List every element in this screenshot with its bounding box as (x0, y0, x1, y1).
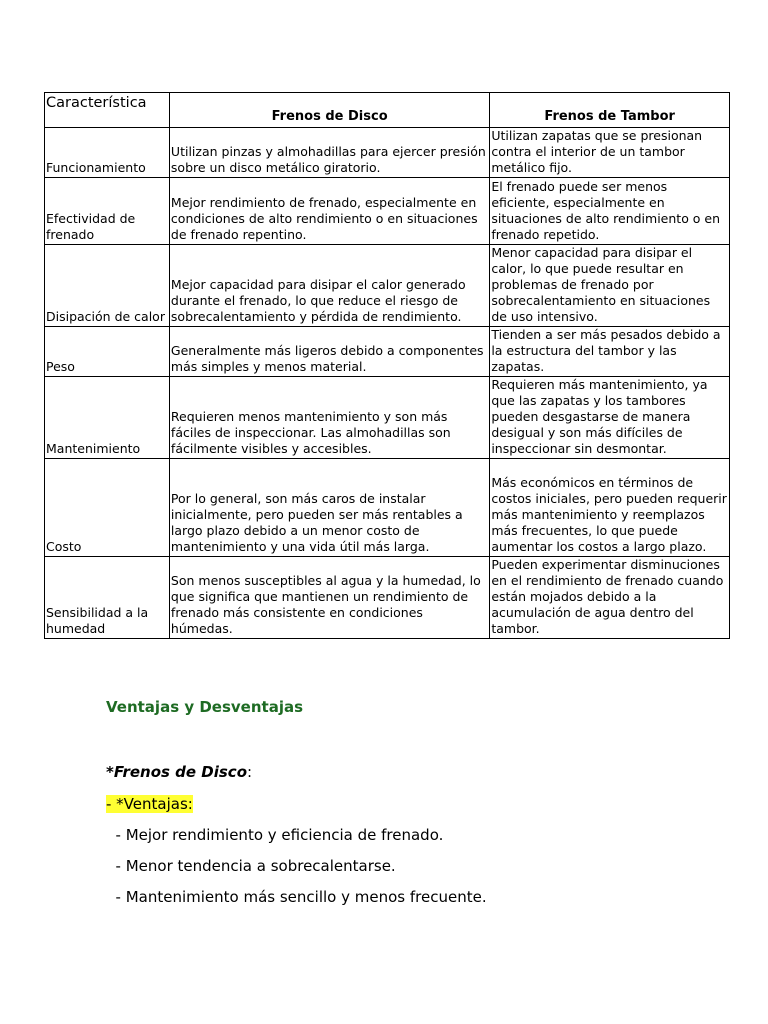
bullet-item: - Menor tendencia a sobrecalentarse. (106, 857, 396, 875)
table-row (45, 459, 730, 557)
row-disc-cell: Son menos susceptibles al agua y la humedad, lo que significa que mantienen un rendimiento de frenado más consistente en condiciones húmedas. (169, 557, 489, 639)
row-feature: Peso (45, 327, 170, 377)
row-feature: Funcionamiento (45, 128, 170, 178)
row-drum-cell: Pueden experimentar disminuciones en el rendimiento de frenado cuando están mojados debido a la acumulación de agua dentro del tambor. (490, 557, 730, 639)
table-row (45, 557, 730, 639)
ventajas-highlight: - *Ventajas: (106, 795, 193, 813)
subheading-suffix: : (247, 763, 253, 781)
row-drum-cell: Tienden a ser más pesados debido a la estructura del tambor y las zapatas. (490, 327, 730, 377)
table-row (45, 245, 730, 327)
table-row (45, 377, 730, 459)
row-disc-cell: Utilizan pinzas y almohadillas para ejercer presión sobre un disco metálico giratorio. (169, 128, 489, 178)
row-drum-cell: Más económicos en términos de costos iniciales, pero pueden requerir más mantenimiento y reemplazos más frecuentes, lo que puede aumentar los costos a largo plazo. (490, 459, 730, 557)
row-feature: Costo (45, 459, 170, 557)
row-drum-cell: Requieren más mantenimiento, ya que las zapatas y los tambores pueden desgastarse de manera desigual y son más difíciles de inspeccionar sin desmontar. (490, 377, 730, 459)
section-title: Ventajas y Desventajas (106, 698, 304, 716)
header-frenos-disco: Frenos de Disco (169, 93, 489, 128)
row-feature: Sensibilidad a la humedad (45, 557, 170, 639)
header-frenos-tambor: Frenos de Tambor (490, 93, 730, 128)
row-disc-cell: Por lo general, son más caros de instalar inicialmente, pero pueden ser más rentables a largo plazo debido a un menor costo de mantenimiento y una vida útil más larga. (169, 459, 489, 557)
row-feature: Efectividad de frenado (45, 178, 170, 245)
table-row (45, 128, 730, 178)
subheading-frenos-disco (106, 762, 252, 782)
comparison-table (44, 92, 730, 639)
subheading-italic: *Frenos de Disco (106, 763, 247, 781)
row-drum-cell: El frenado puede ser menos eficiente, especialmente en situaciones de alto rendimiento o en frenado repetido. (490, 178, 730, 245)
row-feature: Mantenimiento (45, 377, 170, 459)
row-disc-cell: Requieren menos mantenimiento y son más fáciles de inspeccionar. Las almohadillas son fácilmente visibles y accesibles. (169, 377, 489, 459)
row-disc-cell: Mejor rendimiento de frenado, especialmente en condiciones de alto rendimiento o en situaciones de frenado repentino. (169, 178, 489, 245)
row-disc-cell: Mejor capacidad para disipar el calor generado durante el frenado, lo que reduce el riesgo de sobrecalentamiento y pérdida de rendimiento. (169, 245, 489, 327)
row-feature: Disipación de calor (45, 245, 170, 327)
table-row (45, 178, 730, 245)
row-disc-cell: Generalmente más ligeros debido a componentes más simples y menos material. (169, 327, 489, 377)
bullet-item: - Mantenimiento más sencillo y menos frecuente. (106, 888, 487, 906)
row-drum-cell: Menor capacidad para disipar el calor, lo que puede resultar en problemas de frenado por sobrecalentamiento en situaciones de uso intensivo. (490, 245, 730, 327)
table-header-row (45, 93, 730, 128)
bullet-item: - Mejor rendimiento y eficiencia de frenado. (106, 826, 444, 844)
header-caracteristica: Característica (45, 93, 170, 128)
table-row (45, 327, 730, 377)
ventajas-label-line (106, 794, 193, 814)
row-drum-cell: Utilizan zapatas que se presionan contra el interior de un tambor metálico fijo. (490, 128, 730, 178)
